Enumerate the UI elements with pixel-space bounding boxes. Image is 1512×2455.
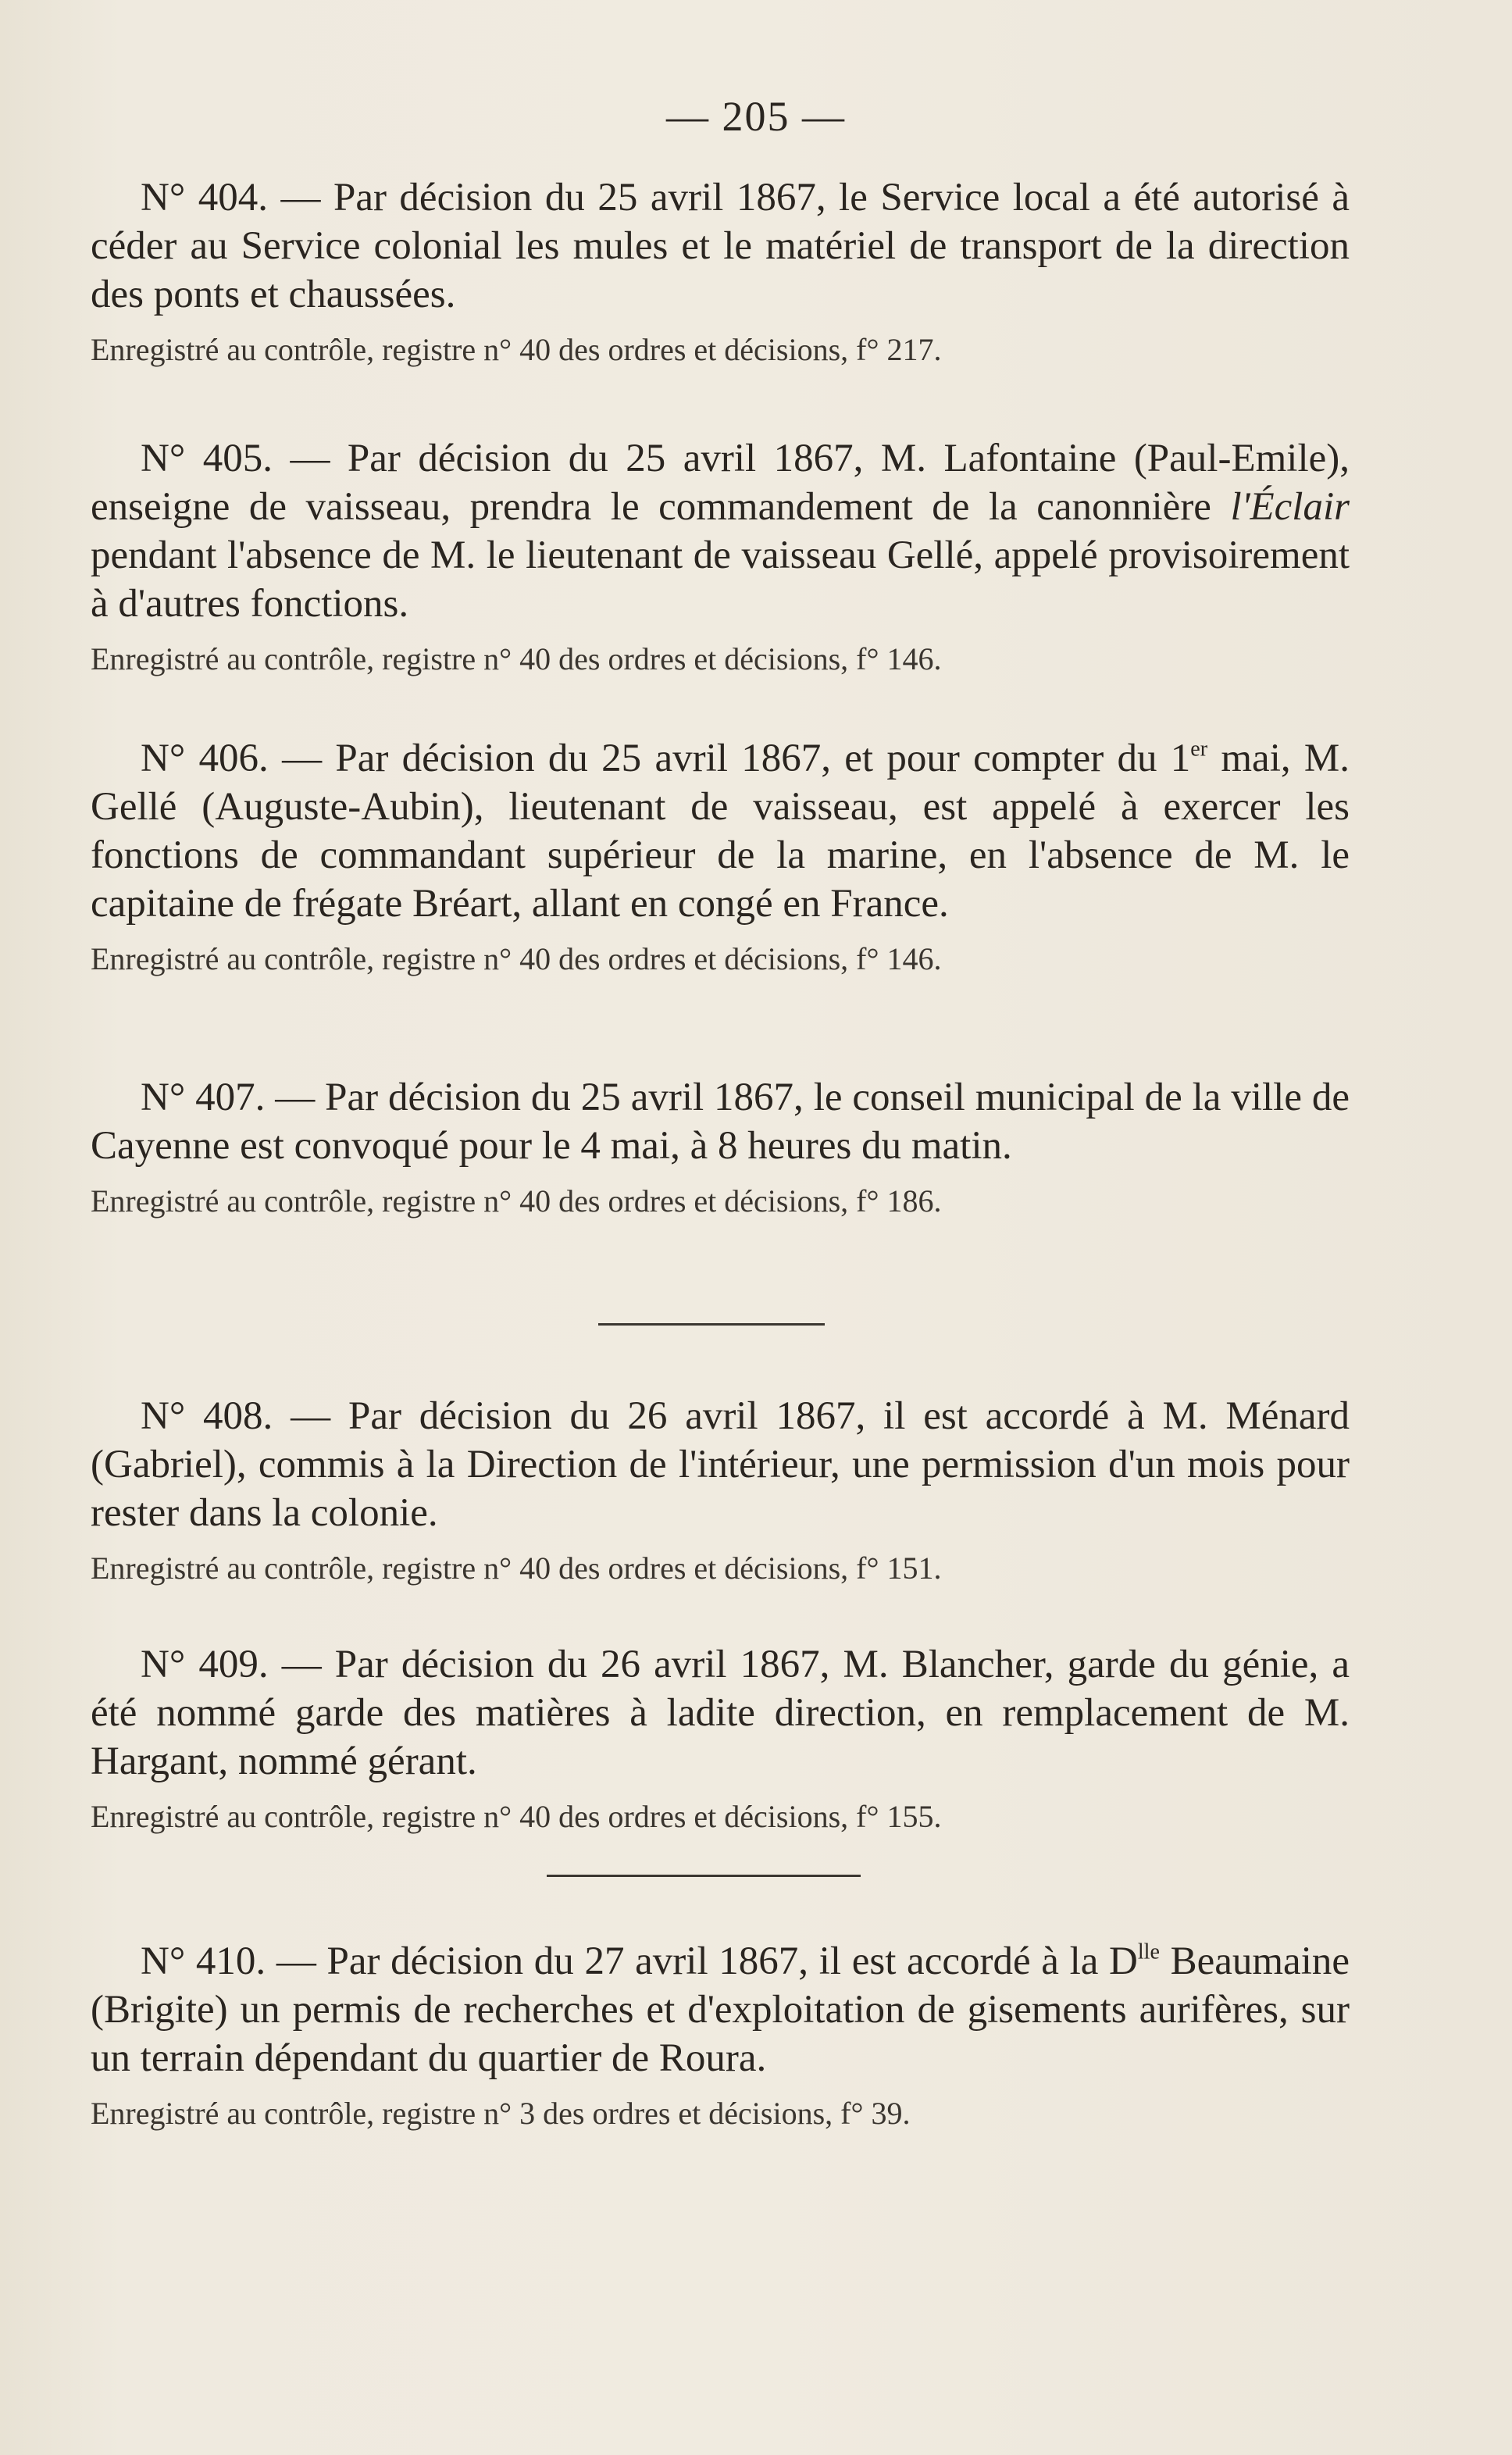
entry-text: — Par décision du 25 avril 1867, et pour compter du 1 (282, 737, 1191, 780)
entry-number: N° 410. (141, 1939, 266, 1983)
entry-text-continued: mai, M. Gellé (Auguste-Aubin), lieutenant de vaisseau, est appelé à exercer les fonctions de commandant supérieur de la marine, en l'absence de M. le capitaine de frégate Bréart, allant en congé en France. (91, 737, 1350, 926)
decision-entry-407 (91, 1073, 1350, 1222)
registration-note: Enregistré au contrôle, registre n° 40 des ordres et décisions, f° 151. (91, 1550, 942, 1586)
entry-body (91, 734, 1350, 928)
ordinal-superscript: er (1190, 737, 1208, 762)
registration-note: Enregistré au contrôle, registre n° 40 des ordres et décisions, f° 217. (91, 332, 942, 367)
title-superscript: lle (1137, 1939, 1160, 1964)
registration-note: Enregistré au contrôle, registre n° 3 des ordres et décisions, f° 39. (91, 2096, 911, 2131)
decision-entry-404 (91, 173, 1350, 370)
entry-body (91, 173, 1350, 319)
registration-note: Enregistré au contrôle, registre n° 40 des ordres et décisions, f° 155. (91, 1799, 942, 1834)
entry-text-continued: Beaumaine (Brigite) un permis de recherches et d'exploitation de gisements aurifères, sur un terrain dépendant du quartier de Roura. (91, 1939, 1350, 2080)
entry-body (91, 1392, 1350, 1537)
entry-body (91, 1073, 1350, 1170)
entry-text: — Par décision du 25 avril 1867, M. Lafontaine (Paul-Emile), enseigne de vaisseau, prendra le commandement de la canonnière (91, 437, 1350, 529)
entry-text-continued: pendant l'absence de M. le lieutenant de vaisseau Gellé, appelé provisoirement à d'autres fonctions. (91, 533, 1350, 626)
entry-body (91, 1937, 1350, 2082)
decision-entry-405 (91, 434, 1350, 680)
entry-number: N° 405. (141, 437, 273, 480)
registration-note: Enregistré au contrôle, registre n° 40 des ordres et décisions, f° 146. (91, 941, 942, 976)
entry-number: N° 406. (141, 737, 269, 780)
entry-text: — Par décision du 25 avril 1867, le Service local a été autorisé à céder au Service colonial les mules et le matériel de transport de la direction des ponts et chaussées. (91, 176, 1350, 316)
entry-body (91, 1640, 1350, 1786)
entry-number: N° 409. (141, 1643, 269, 1686)
ship-name: l'Éclair (1230, 485, 1350, 529)
entry-number: N° 407. (141, 1076, 266, 1119)
entry-text: — Par décision du 26 avril 1867, il est accordé à M. Ménard (Gabriel), commis à la Direction de l'intérieur, une permission d'un mois pour rester dans la colonie. (91, 1394, 1350, 1535)
decision-entry-408 (91, 1392, 1350, 1589)
decision-entry-409 (91, 1640, 1350, 1837)
entry-text: — Par décision du 26 avril 1867, M. Blancher, garde du génie, a été nommé garde des matières à ladite direction, en remplacement de M. Hargant, nommé gérant. (91, 1643, 1350, 1783)
entry-number: N° 408. (141, 1394, 273, 1438)
entry-number: N° 404. (141, 176, 268, 219)
decision-entry-410 (91, 1937, 1350, 2134)
entry-body (91, 434, 1350, 628)
entry-text: — Par décision du 25 avril 1867, le conseil municipal de la ville de Cayenne est convoqué pour le 4 mai, à 8 heures du matin. (91, 1076, 1350, 1168)
separator-rule (598, 1323, 825, 1326)
decision-entry-406 (91, 734, 1350, 980)
registration-note: Enregistré au contrôle, registre n° 40 des ordres et décisions, f° 186. (91, 1183, 942, 1219)
registration-note: Enregistré au contrôle, registre n° 40 des ordres et décisions, f° 146. (91, 641, 942, 676)
separator-rule (547, 1875, 861, 1877)
page-number: — 205 — (666, 93, 846, 140)
entry-text: — Par décision du 27 avril 1867, il est accordé à la D (276, 1939, 1138, 1983)
